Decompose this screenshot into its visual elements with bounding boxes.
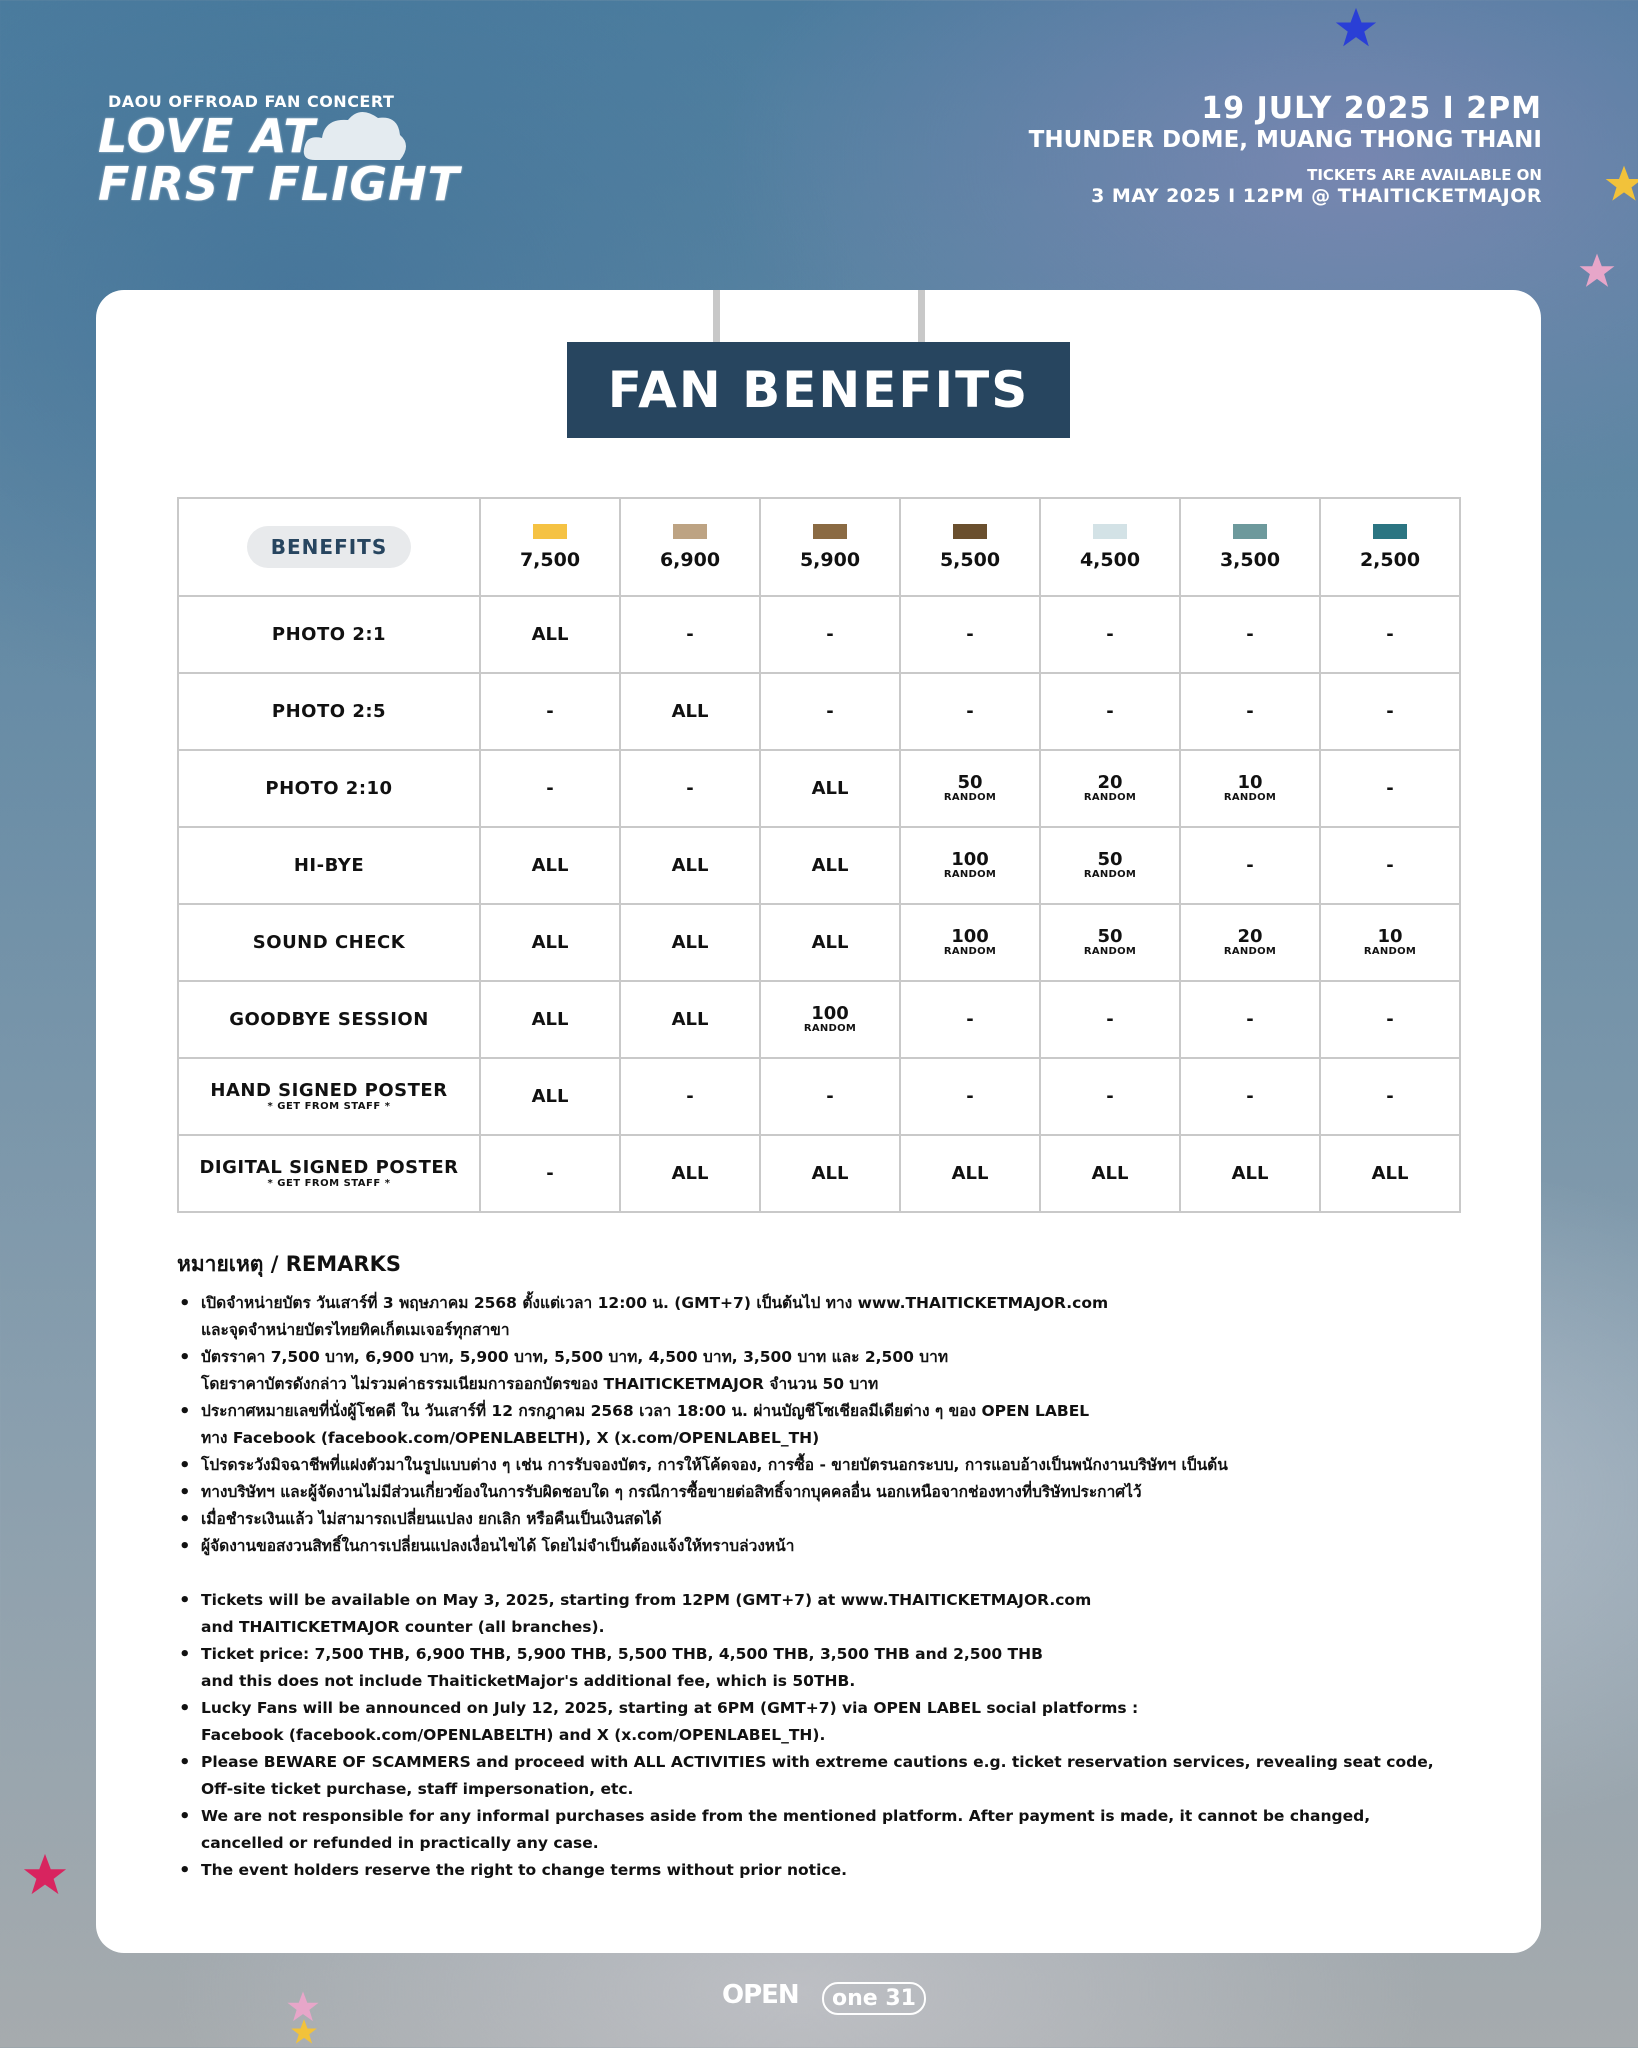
benefit-value: 10 — [1377, 926, 1403, 947]
page-title: FAN BENEFITS — [567, 342, 1070, 438]
benefit-cell — [760, 827, 900, 904]
benefit-value: - — [1246, 1086, 1254, 1107]
price-header-5 — [1180, 498, 1320, 596]
event-venue: THUNDER DOME, MUANG THONG THANI — [1028, 127, 1542, 153]
star-icon — [1578, 252, 1616, 290]
benefit-label-cell — [178, 1135, 480, 1212]
benefit-value: - — [686, 624, 694, 645]
benefit-name: PHOTO 2:10 — [265, 777, 393, 799]
benefit-cell — [1180, 673, 1320, 750]
benefit-cell — [480, 981, 620, 1058]
sign-post-right — [918, 290, 925, 342]
remark-line: • ประกาศหมายเลขที่นั่งผู้โชคดี ใน วันเสาร์ที่ 12 กรกฎาคม 2568 เวลา 18:00 น. ผ่านบัญชีโซเชียลมีเดียต่าง ๆ ของ OPEN LABEL — [201, 1402, 1090, 1420]
benefit-value-sub: RANDOM — [1363, 946, 1417, 957]
benefit-value: 10 — [1237, 772, 1263, 793]
benefit-cell — [480, 1058, 620, 1135]
benefit-value: ALL — [811, 1163, 849, 1184]
table-row — [178, 827, 1460, 904]
benefit-value: - — [1386, 855, 1394, 876]
benefit-value: - — [1246, 855, 1254, 876]
benefit-value-sub: RANDOM — [943, 869, 997, 880]
price-header-1 — [620, 498, 760, 596]
remark-line: • Please BEWARE OF SCAMMERS and proceed with ALL ACTIVITIES with extreme cautions e.g. ticket reservation services, revealing seat code, — [201, 1753, 1434, 1771]
remarks-title: หมายเหตุ / REMARKS — [177, 1252, 401, 1276]
price-label: 4,500 — [1079, 548, 1141, 571]
benefits-table — [177, 497, 1461, 1213]
remark-item — [201, 1398, 1477, 1452]
benefit-cell — [1180, 981, 1320, 1058]
price-header-3 — [900, 498, 1040, 596]
benefit-label-cell — [178, 981, 480, 1058]
benefit-label-cell — [178, 827, 480, 904]
table-row — [178, 1058, 1460, 1135]
price-header-4 — [1040, 498, 1180, 596]
benefit-cell — [900, 1135, 1040, 1212]
table-row — [178, 596, 1460, 673]
benefit-label-cell — [178, 673, 480, 750]
benefit-value: ALL — [671, 1163, 709, 1184]
remark-line: • Ticket price: 7,500 THB, 6,900 THB, 5,900 THB, 5,500 THB, 4,500 THB, 3,500 THB and 2,500 THB — [201, 1645, 1043, 1663]
price-label: 2,500 — [1359, 548, 1421, 571]
benefit-value: ALL — [671, 855, 709, 876]
benefit-value: - — [826, 701, 834, 722]
benefit-cell — [1040, 1135, 1180, 1212]
remark-line: และจุดจำหน่ายบัตรไทยทิคเก็ตเมเจอร์ทุกสาขา — [201, 1321, 510, 1339]
benefit-value: ALL — [951, 1163, 989, 1184]
benefit-value: - — [1386, 1009, 1394, 1030]
logo-line-1: LOVE AT — [98, 109, 316, 163]
benefit-value: - — [966, 1086, 974, 1107]
benefit-cell — [480, 596, 620, 673]
benefit-value: - — [1246, 701, 1254, 722]
benefit-value: 20 — [1097, 772, 1123, 793]
remark-line: • เมื่อชำระเงินแล้ว ไม่สามารถเปลี่ยนแปลง ยกเลิก หรือคืนเป็นเงินสดได้ — [201, 1510, 662, 1528]
benefit-cell — [900, 673, 1040, 750]
remark-line: Off-site ticket purchase, staff impersonation, etc. — [201, 1780, 634, 1798]
remarks-english-list — [177, 1587, 1477, 1884]
remark-line: and THAITICKETMAJOR counter (all branches). — [201, 1618, 605, 1636]
benefit-cell — [760, 673, 900, 750]
benefit-cell — [620, 827, 760, 904]
benefit-cell — [900, 904, 1040, 981]
star-icon — [1334, 6, 1378, 50]
remark-line: • ผู้จัดงานขอสงวนสิทธิ์ในการเปลี่ยนแปลงเงื่อนไขได้ โดยไม่จำเป็นต้องแจ้งให้ทราบล่วงหน้า — [201, 1537, 795, 1555]
benefit-value: 50 — [1097, 926, 1123, 947]
one31-logo: one 31 — [822, 1982, 926, 2015]
benefit-cell — [480, 827, 620, 904]
benefit-cell — [760, 750, 900, 827]
tier-color-swatch — [1233, 524, 1267, 539]
benefit-cell — [1180, 904, 1320, 981]
price-label: 7,500 — [519, 548, 581, 571]
benefits-pill: BENEFITS — [247, 526, 411, 568]
remark-line: • Tickets will be available on May 3, 2025, starting from 12PM (GMT+7) at www.THAITICKETMAJOR.com — [201, 1591, 1092, 1609]
benefit-cell — [620, 1058, 760, 1135]
remark-line: and this does not include ThaiticketMajor's additional fee, which is 50THB. — [201, 1672, 856, 1690]
benefit-name: PHOTO 2:5 — [271, 700, 387, 722]
benefit-value: - — [546, 1163, 554, 1184]
benefit-value: - — [1386, 778, 1394, 799]
benefit-cell — [1320, 1058, 1460, 1135]
benefit-value: - — [1106, 624, 1114, 645]
remarks-section — [177, 1290, 1477, 1884]
remark-item — [201, 1344, 1477, 1398]
benefit-cell — [1320, 673, 1460, 750]
benefit-value: - — [826, 1086, 834, 1107]
benefit-cell — [1320, 981, 1460, 1058]
tier-color-swatch — [953, 524, 987, 539]
benefit-note: * GET FROM STAFF * — [267, 1178, 391, 1189]
benefit-cell — [1040, 750, 1180, 827]
benefit-value-sub: RANDOM — [803, 1023, 857, 1034]
table-row — [178, 981, 1460, 1058]
benefit-cell — [1320, 904, 1460, 981]
event-info — [1029, 92, 1542, 208]
benefit-value: ALL — [531, 624, 569, 645]
benefit-value: - — [1386, 701, 1394, 722]
benefit-cell — [1180, 750, 1320, 827]
benefit-cell — [1320, 750, 1460, 827]
remark-item — [201, 1533, 1477, 1560]
remark-line: ทาง Facebook (facebook.com/OPENLABELTH), X (x.com/OPENLABEL_TH) — [201, 1429, 820, 1447]
benefit-cell — [900, 981, 1040, 1058]
benefit-value: ALL — [671, 701, 709, 722]
tier-color-swatch — [673, 524, 707, 539]
benefit-value: - — [1246, 1009, 1254, 1030]
benefit-value: 100 — [951, 849, 989, 870]
remark-line: • เปิดจำหน่ายบัตร วันเสาร์ที่ 3 พฤษภาคม 2568 ตั้งแต่เวลา 12:00 น. (GMT+7) เป็นต้นไป ทาง www.THAITICKETMAJOR.com — [201, 1294, 1109, 1312]
benefit-cell — [480, 750, 620, 827]
benefit-cell — [1040, 827, 1180, 904]
benefit-cell — [1180, 1135, 1320, 1212]
benefit-value-sub: RANDOM — [1223, 792, 1277, 803]
benefit-value: 100 — [811, 1003, 849, 1024]
star-icon — [1604, 164, 1638, 204]
event-date: 19 JULY 2025 I 2PM — [1201, 91, 1542, 126]
remark-item — [201, 1506, 1477, 1533]
price-label: 5,900 — [799, 548, 861, 571]
benefit-cell — [1040, 673, 1180, 750]
benefit-cell — [480, 1135, 620, 1212]
remark-line: • บัตรราคา 7,500 บาท, 6,900 บาท, 5,900 บาท, 5,500 บาท, 4,500 บาท, 3,500 บาท และ 2,500 บาท — [201, 1348, 949, 1366]
tier-color-swatch — [533, 524, 567, 539]
tier-color-swatch — [813, 524, 847, 539]
sign-post-left — [713, 290, 720, 342]
benefits-header-cell — [178, 498, 480, 596]
benefit-value: 100 — [951, 926, 989, 947]
benefit-cell — [480, 904, 620, 981]
benefit-value: - — [966, 624, 974, 645]
benefit-value: - — [966, 701, 974, 722]
benefit-cell — [1040, 596, 1180, 673]
benefit-value: ALL — [531, 1086, 569, 1107]
benefit-name: HAND SIGNED POSTER — [210, 1080, 448, 1101]
price-label: 6,900 — [659, 548, 721, 571]
benefit-name: SOUND CHECK — [252, 931, 406, 953]
remark-item — [201, 1290, 1477, 1344]
benefit-value: - — [1386, 1086, 1394, 1107]
benefit-value: ALL — [811, 778, 849, 799]
benefit-value-sub: RANDOM — [1083, 792, 1137, 803]
benefit-value: ALL — [811, 932, 849, 953]
remark-line: • ทางบริษัทฯ และผู้จัดงานไม่มีส่วนเกี่ยวข้องในการรับผิดชอบใด ๆ กรณีการซื้อขายต่อสิทธิ์จากบุคคลอื่น นอกเหนือจากช่องทางที่บริษัทประกาศไว้ — [201, 1483, 1142, 1501]
benefit-value: ALL — [531, 932, 569, 953]
benefit-cell — [1040, 904, 1180, 981]
benefit-value: ALL — [531, 855, 569, 876]
benefit-value: - — [1106, 1009, 1114, 1030]
ticket-sale-info: 3 MAY 2025 I 12PM @ THAITICKETMAJOR — [1091, 185, 1542, 207]
benefit-cell — [620, 750, 760, 827]
benefit-value: - — [966, 1009, 974, 1030]
table-row — [178, 1135, 1460, 1212]
benefit-value-sub: RANDOM — [1083, 869, 1137, 880]
benefit-label-cell — [178, 904, 480, 981]
benefit-value: ALL — [531, 1009, 569, 1030]
remark-item — [201, 1587, 1477, 1641]
benefit-cell — [760, 596, 900, 673]
benefit-cell — [620, 596, 760, 673]
tier-color-swatch — [1373, 524, 1407, 539]
benefit-cell — [1040, 1058, 1180, 1135]
benefit-cell — [1180, 1058, 1320, 1135]
price-header-0 — [480, 498, 620, 596]
benefit-cell — [1320, 827, 1460, 904]
price-label: 3,500 — [1219, 548, 1281, 571]
benefit-cell — [620, 673, 760, 750]
benefit-value: ALL — [671, 1009, 709, 1030]
benefit-value: 50 — [1097, 849, 1123, 870]
benefit-cell — [760, 1135, 900, 1212]
remark-line: • The event holders reserve the right to change terms without prior notice. — [201, 1861, 847, 1879]
benefit-cell — [760, 1058, 900, 1135]
remark-line: • Lucky Fans will be announced on July 12, 2025, starting at 6PM (GMT+7) via OPEN LABEL social platforms : — [201, 1699, 1139, 1717]
tier-color-swatch — [1093, 524, 1127, 539]
benefit-value: - — [546, 701, 554, 722]
benefit-value: ALL — [1091, 1163, 1129, 1184]
remarks-thai-list — [177, 1290, 1477, 1560]
benefit-value-sub: RANDOM — [943, 946, 997, 957]
tickets-available-label: TICKETS ARE AVAILABLE ON — [1307, 166, 1542, 184]
benefit-value: ALL — [1371, 1163, 1409, 1184]
benefit-value: - — [1106, 701, 1114, 722]
benefit-value: - — [686, 1086, 694, 1107]
benefit-cell — [620, 904, 760, 981]
remark-line: • โปรดระวังมิจฉาชีพที่แฝงตัวมาในรูปแบบต่าง ๆ เช่น การรับจองบัตร, การให้โค้ดจอง, การซื้อ - ขายบัตรนอกระบบ, การแอบอ้างเป็นพนักงานบริษัทฯ เป็นต้น — [201, 1456, 1228, 1474]
remark-line: Facebook (facebook.com/OPENLABELTH) and X (x.com/OPENLABEL_TH). — [201, 1726, 826, 1744]
benefit-value: - — [1386, 624, 1394, 645]
remark-item — [201, 1452, 1477, 1479]
benefit-cell — [900, 1058, 1040, 1135]
remark-line: cancelled or refunded in practically any case. — [201, 1834, 599, 1852]
benefit-label-cell — [178, 596, 480, 673]
benefit-value: ALL — [671, 932, 709, 953]
concert-subtitle: DAOU OFFROAD FAN CONCERT — [108, 92, 395, 111]
open-label-logo: OPEN — [722, 1980, 799, 2010]
remark-item — [201, 1479, 1477, 1506]
remark-item — [201, 1857, 1477, 1884]
benefit-cell — [1180, 596, 1320, 673]
price-header-2 — [760, 498, 900, 596]
benefit-value: - — [826, 624, 834, 645]
benefit-cell — [620, 1135, 760, 1212]
benefit-value-sub: RANDOM — [1223, 946, 1277, 957]
benefit-cell — [1040, 981, 1180, 1058]
benefit-cell — [900, 750, 1040, 827]
table-header-row — [178, 498, 1460, 596]
benefit-cell — [1180, 827, 1320, 904]
benefit-label-cell — [178, 750, 480, 827]
remark-item — [201, 1749, 1477, 1803]
benefit-value: - — [686, 778, 694, 799]
price-label: 5,500 — [939, 548, 1001, 571]
remark-item — [201, 1641, 1477, 1695]
benefit-name: PHOTO 2:1 — [271, 623, 387, 645]
table-row — [178, 673, 1460, 750]
logo-line-2: FIRST FLIGHT — [98, 157, 460, 211]
benefit-cell — [620, 981, 760, 1058]
remark-line: • We are not responsible for any informal purchases aside from the mentioned platform. After payment is made, it cannot be changed, — [201, 1807, 1371, 1825]
benefit-cell — [1320, 1135, 1460, 1212]
table-row — [178, 750, 1460, 827]
price-header-6 — [1320, 498, 1460, 596]
benefit-cell — [480, 673, 620, 750]
concert-logo — [98, 109, 460, 211]
benefit-cell — [1320, 596, 1460, 673]
benefit-cell — [760, 981, 900, 1058]
benefit-cell — [900, 596, 1040, 673]
star-icon — [290, 2018, 318, 2046]
remark-item — [201, 1695, 1477, 1749]
remark-item — [201, 1803, 1477, 1857]
benefit-value-sub: RANDOM — [943, 792, 997, 803]
star-icon — [22, 1852, 68, 1898]
benefit-value-sub: RANDOM — [1083, 946, 1137, 957]
benefit-value: ALL — [1231, 1163, 1269, 1184]
benefit-label-cell — [178, 1058, 480, 1135]
table-row — [178, 904, 1460, 981]
benefit-note: * GET FROM STAFF * — [267, 1101, 391, 1112]
benefit-cell — [900, 827, 1040, 904]
benefit-name: DIGITAL SIGNED POSTER — [199, 1157, 459, 1178]
benefit-value: - — [1246, 624, 1254, 645]
benefit-value: 20 — [1237, 926, 1263, 947]
benefit-name: GOODBYE SESSION — [229, 1008, 429, 1030]
benefit-name: HI-BYE — [293, 854, 365, 876]
benefit-value: - — [1106, 1086, 1114, 1107]
benefit-value: 50 — [957, 772, 983, 793]
remark-line: โดยราคาบัตรดังกล่าว ไม่รวมค่าธรรมเนียมการออกบัตรของ THAITICKETMAJOR จำนวน 50 บาท — [201, 1375, 879, 1393]
benefit-value: - — [546, 778, 554, 799]
benefit-value: ALL — [811, 855, 849, 876]
benefit-cell — [760, 904, 900, 981]
